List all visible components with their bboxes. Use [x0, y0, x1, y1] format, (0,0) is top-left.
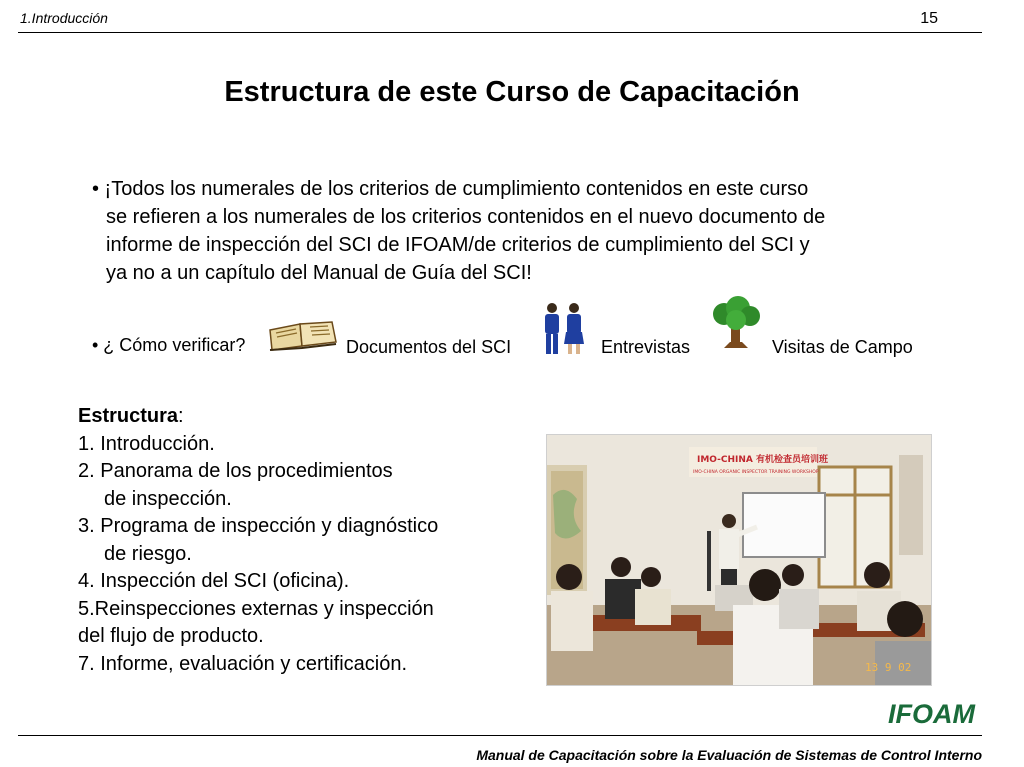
- ifoam-logo: [888, 698, 986, 728]
- list-item: 4. Inspección del SCI (oficina).: [78, 570, 350, 592]
- people-icon: [538, 300, 588, 356]
- field-visits-label: Visitas de Campo: [772, 337, 913, 357]
- page-number: 15: [920, 10, 938, 27]
- list-item: 1. Introducción.: [78, 432, 215, 455]
- course-structure: [78, 403, 438, 678]
- list-item: 3. Programa de inspección y diagnóstico: [78, 515, 439, 537]
- classroom-illustration: [547, 435, 931, 685]
- list-item: de inspección.: [104, 487, 232, 510]
- banner-subtext: IMO-CHINA ORGANIC INSPECTOR TRAINING WORKSHOP: [693, 470, 819, 475]
- verify-label: • ¿ Cómo verificar?: [92, 335, 246, 355]
- documents-label: Documentos del SCI: [346, 337, 512, 357]
- bullet-line: ya no a un capítulo del Manual de Guía del SCI!: [106, 262, 532, 284]
- date-stamp: 13 9 02: [865, 661, 912, 674]
- page-title: Estructura de este Curso de Capacitación: [224, 76, 800, 108]
- list-item: 5.Reinspecciones externas y inspección: [78, 597, 434, 620]
- section-label: 1.Introducción: [20, 10, 108, 26]
- logo-text: IFOAM: [888, 699, 975, 728]
- open-book-icon: [266, 318, 338, 352]
- list-item: del flujo de producto.: [78, 625, 264, 647]
- list-item: de riesgo.: [104, 542, 192, 565]
- structure-heading: Estructura:: [78, 405, 184, 427]
- list-item: 7. Informe, evaluación y certificación.: [78, 652, 408, 675]
- list-item: 2. Panorama de los procedimientos: [78, 460, 393, 482]
- bullet-line: se refieren a los numerales de los criterios contenidos en el nuevo documento de: [106, 206, 826, 228]
- banner-text: IMO-CHINA 有机检查员培训班: [697, 455, 828, 465]
- footer-text: Manual de Capacitación sobre la Evaluación de Sistemas de Control Interno: [476, 747, 982, 763]
- bullet-main: [92, 175, 932, 287]
- bullet-line: informe de inspección del SCI de IFOAM/de criterios de cumplimiento del SCI y: [106, 234, 810, 256]
- interviews-label: Entrevistas: [601, 337, 691, 357]
- training-photo: [546, 434, 932, 686]
- header-divider: [18, 32, 982, 33]
- footer-divider: [18, 735, 982, 736]
- tree-icon: [708, 296, 764, 350]
- bullet-line: • ¡Todos los numerales de los criterios de cumplimiento contenidos en este curso: [92, 178, 809, 200]
